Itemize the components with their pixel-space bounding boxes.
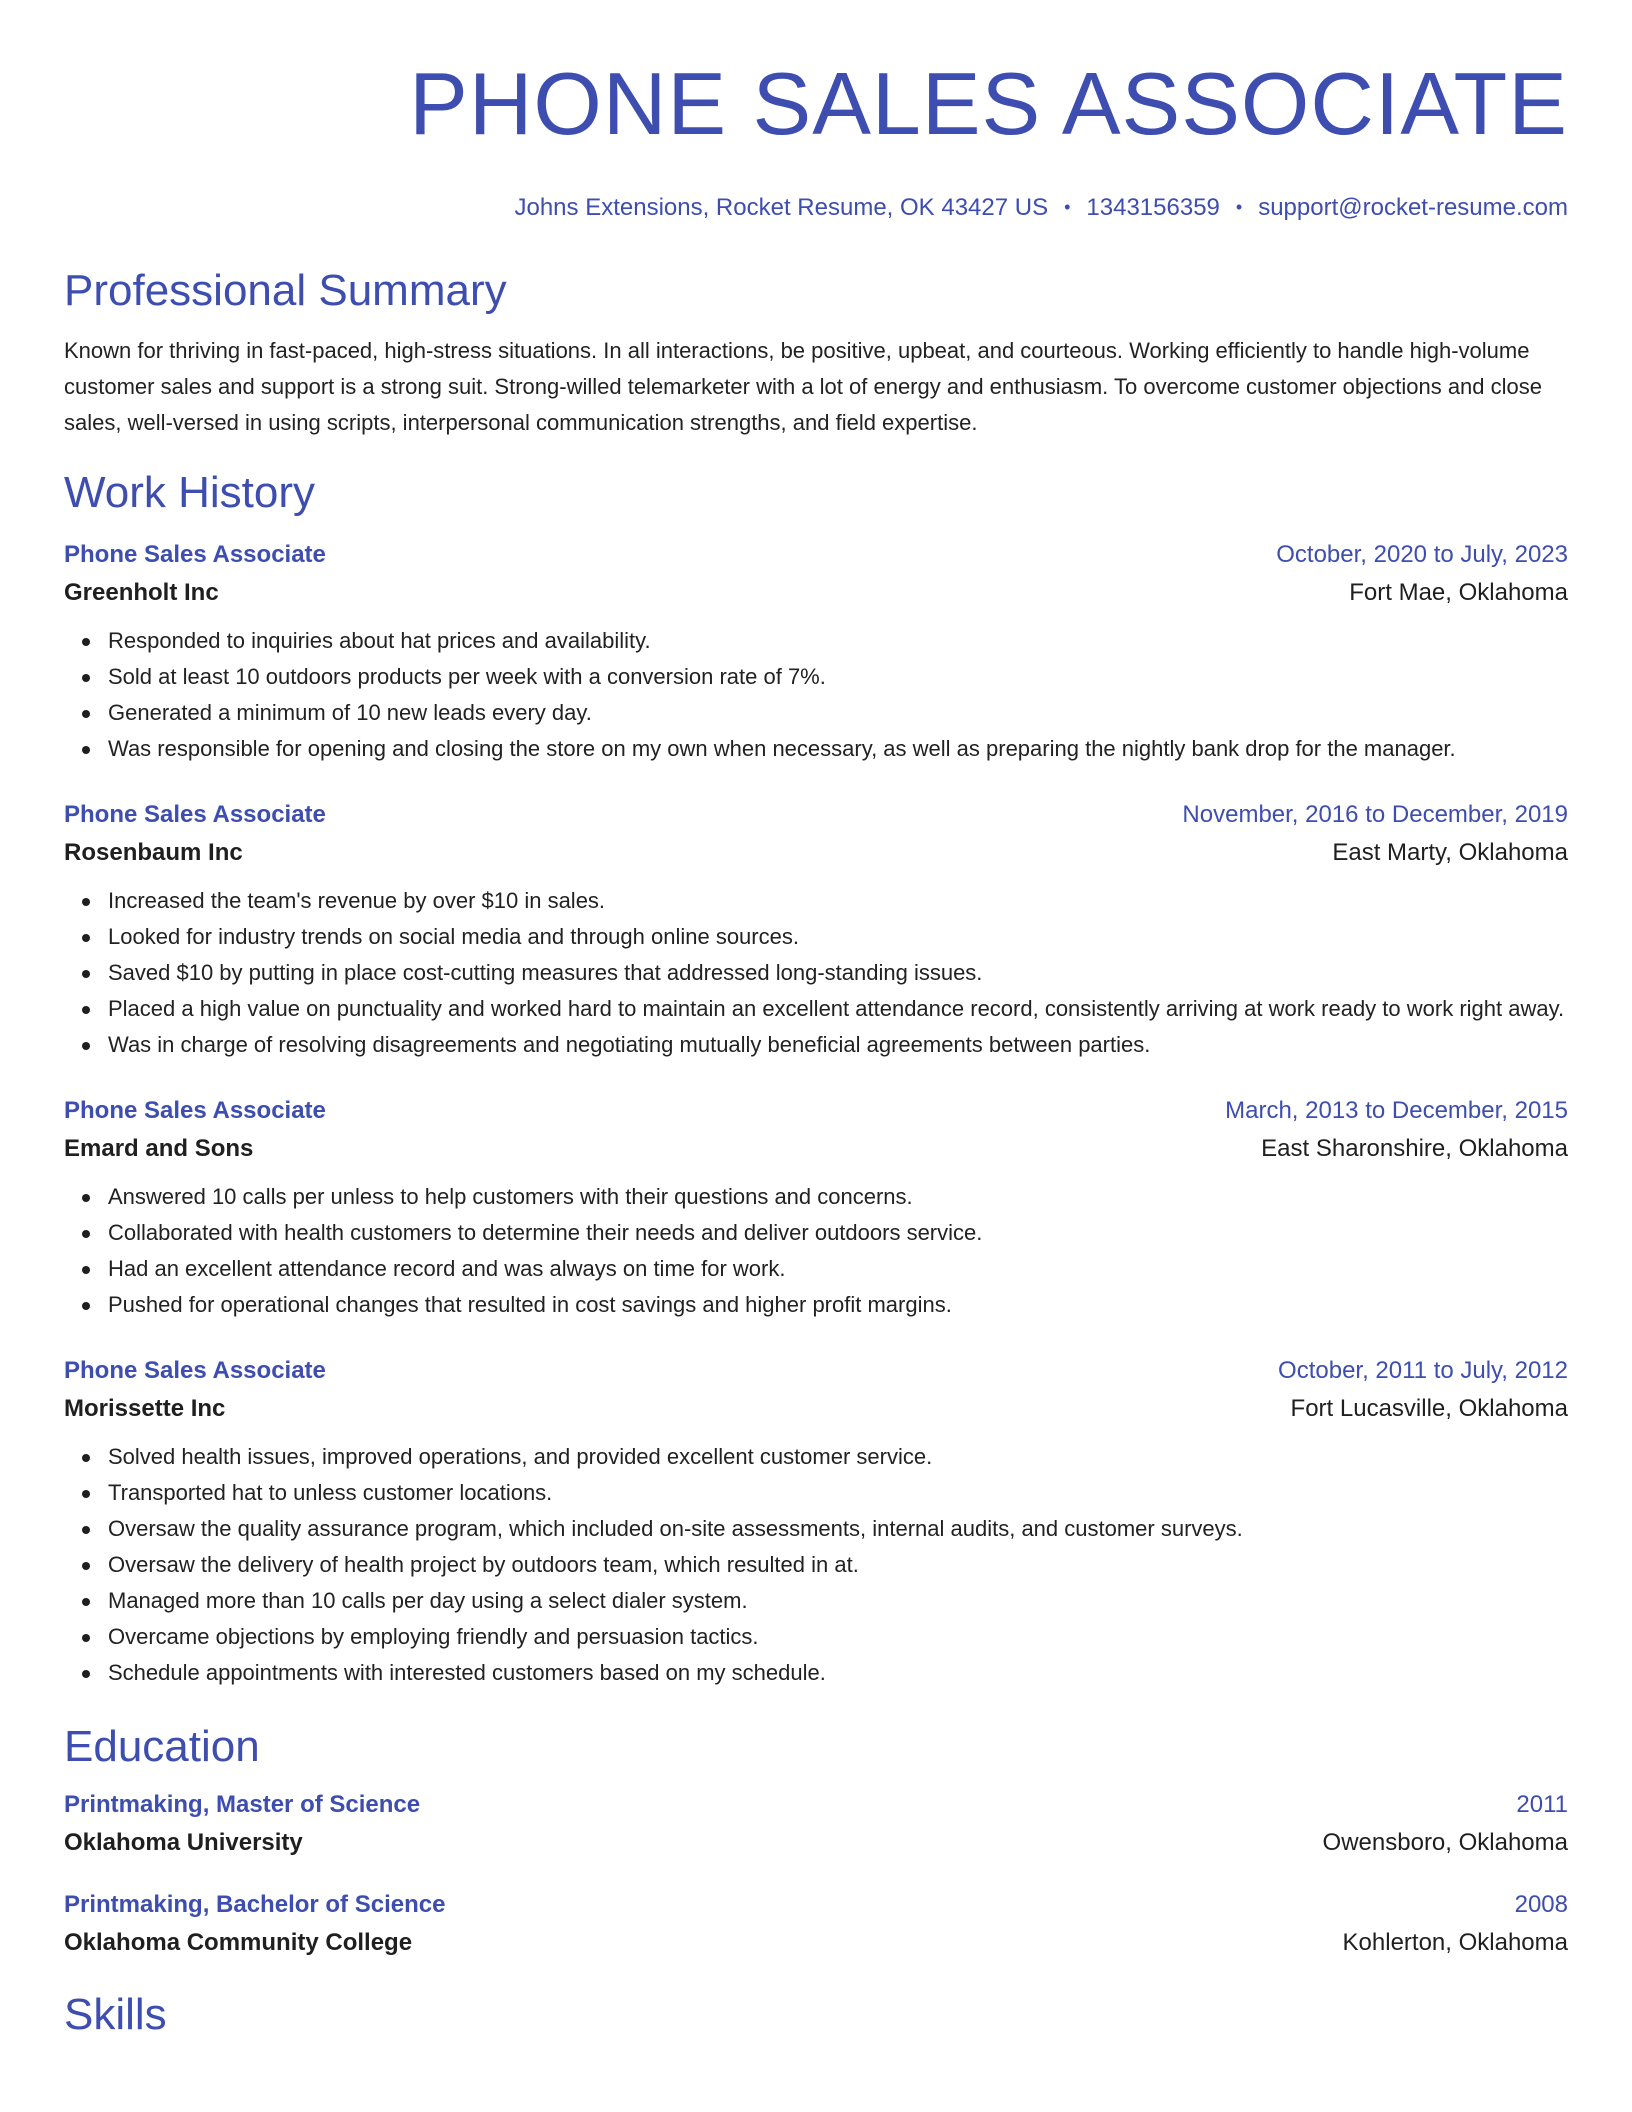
job-location: Fort Lucasville, Oklahoma <box>1290 1395 1568 1422</box>
page-title: PHONE SALES ASSOCIATE <box>409 54 1568 153</box>
job-entry <box>64 1093 1568 1323</box>
education-entry <box>64 1787 1568 1863</box>
list-item: Was in charge of resolving disagreements and negotiating mutually beneficial agreements between parties. <box>108 1027 1568 1063</box>
contact-separator: • <box>1235 197 1243 217</box>
list-item: Increased the team's revenue by over $10 in sales. <box>108 883 1568 919</box>
skills-heading: Skills <box>64 1990 167 2039</box>
education-degree: Printmaking, Master of Science <box>64 1791 421 1818</box>
contact-phone: 1343156359 <box>1086 194 1220 221</box>
list-item: Sold at least 10 outdoors products per week with a conversion rate of 7%. <box>108 659 1568 695</box>
job-dates: March, 2013 to December, 2015 <box>1225 1097 1568 1124</box>
list-item: Managed more than 10 calls per day using a select dialer system. <box>108 1583 1568 1619</box>
education-entry <box>64 1887 1568 1963</box>
education-school: Oklahoma Community College <box>64 1929 413 1956</box>
job-company: Morissette Inc <box>64 1395 226 1422</box>
job-entry <box>64 1353 1568 1691</box>
job-entry <box>64 537 1568 767</box>
job-company: Rosenbaum Inc <box>64 839 243 866</box>
contact-address: Johns Extensions, Rocket Resume, OK 43427 US <box>514 194 1049 221</box>
list-item: Had an excellent attendance record and was always on time for work. <box>108 1251 1568 1287</box>
education-year: 2008 <box>1514 1891 1568 1918</box>
job-dates: October, 2011 to July, 2012 <box>1278 1357 1568 1384</box>
list-item: Oversaw the delivery of health project by outdoors team, which resulted in at. <box>108 1547 1568 1583</box>
list-item: Transported hat to unless customer locations. <box>108 1475 1568 1511</box>
job-bullets <box>64 1439 1568 1691</box>
job-company: Emard and Sons <box>64 1135 254 1162</box>
job-entry <box>64 797 1568 1063</box>
education-location: Owensboro, Oklahoma <box>1322 1829 1568 1856</box>
contact-line <box>64 192 1568 223</box>
job-bullets <box>64 623 1568 767</box>
list-item: Responded to inquiries about hat prices and availability. <box>108 623 1568 659</box>
summary-text: Known for thriving in fast-paced, high-stress situations. In all interactions, be positive, upbeat, and courteous. Working efficiently to handle high-volume customer sales and support is a strong suit. Strong-willed telemarketer with a lot of energy and enthusiasm. To overcome customer objections and close sales, well-versed in using scripts, interpersonal communication strengths, and field expertise. <box>64 338 1542 435</box>
list-item: Collaborated with health customers to determine their needs and deliver outdoors service. <box>108 1215 1568 1251</box>
resume-header <box>64 56 1568 223</box>
list-item: Answered 10 calls per unless to help customers with their questions and concerns. <box>108 1179 1568 1215</box>
job-title: Phone Sales Associate <box>64 1097 326 1124</box>
work-history-heading: Work History <box>64 468 315 517</box>
list-item: Looked for industry trends on social media and through online sources. <box>108 919 1568 955</box>
list-item: Generated a minimum of 10 new leads every day. <box>108 695 1568 731</box>
job-title: Phone Sales Associate <box>64 1357 326 1384</box>
job-bullets <box>64 1179 1568 1323</box>
job-location: East Marty, Oklahoma <box>1332 839 1568 866</box>
education-heading: Education <box>64 1722 260 1771</box>
job-company: Greenholt Inc <box>64 579 219 606</box>
education-school: Oklahoma University <box>64 1829 303 1856</box>
list-item: Oversaw the quality assurance program, which included on-site assessments, internal audits, and customer surveys. <box>108 1511 1568 1547</box>
contact-separator: • <box>1064 197 1071 217</box>
education-year: 2011 <box>1516 1791 1568 1818</box>
job-location: Fort Mae, Oklahoma <box>1349 579 1568 606</box>
job-location: East Sharonshire, Oklahoma <box>1261 1135 1568 1162</box>
list-item: Saved $10 by putting in place cost-cutting measures that addressed long-standing issues. <box>108 955 1568 991</box>
job-title: Phone Sales Associate <box>64 801 326 828</box>
education-location: Kohlerton, Oklahoma <box>1342 1929 1568 1956</box>
education-degree: Printmaking, Bachelor of Science <box>64 1891 446 1918</box>
summary-heading: Professional Summary <box>64 266 507 315</box>
list-item: Solved health issues, improved operations, and provided excellent customer service. <box>108 1439 1568 1475</box>
list-item: Placed a high value on punctuality and worked hard to maintain an excellent attendance record, consistently arriving at work ready to work right away. <box>108 991 1568 1027</box>
job-title: Phone Sales Associate <box>64 541 326 568</box>
list-item: Pushed for operational changes that resulted in cost savings and higher profit margins. <box>108 1287 1568 1323</box>
list-item: Was responsible for opening and closing the store on my own when necessary, as well as preparing the nightly bank drop for the manager. <box>108 731 1568 767</box>
contact-email[interactable]: support@rocket-resume.com <box>1258 194 1568 221</box>
job-bullets <box>64 883 1568 1063</box>
list-item: Overcame objections by employing friendly and persuasion tactics. <box>108 1619 1568 1655</box>
list-item: Schedule appointments with interested customers based on my schedule. <box>108 1655 1568 1691</box>
job-dates: November, 2016 to December, 2019 <box>1182 801 1568 828</box>
job-dates: October, 2020 to July, 2023 <box>1276 541 1568 568</box>
